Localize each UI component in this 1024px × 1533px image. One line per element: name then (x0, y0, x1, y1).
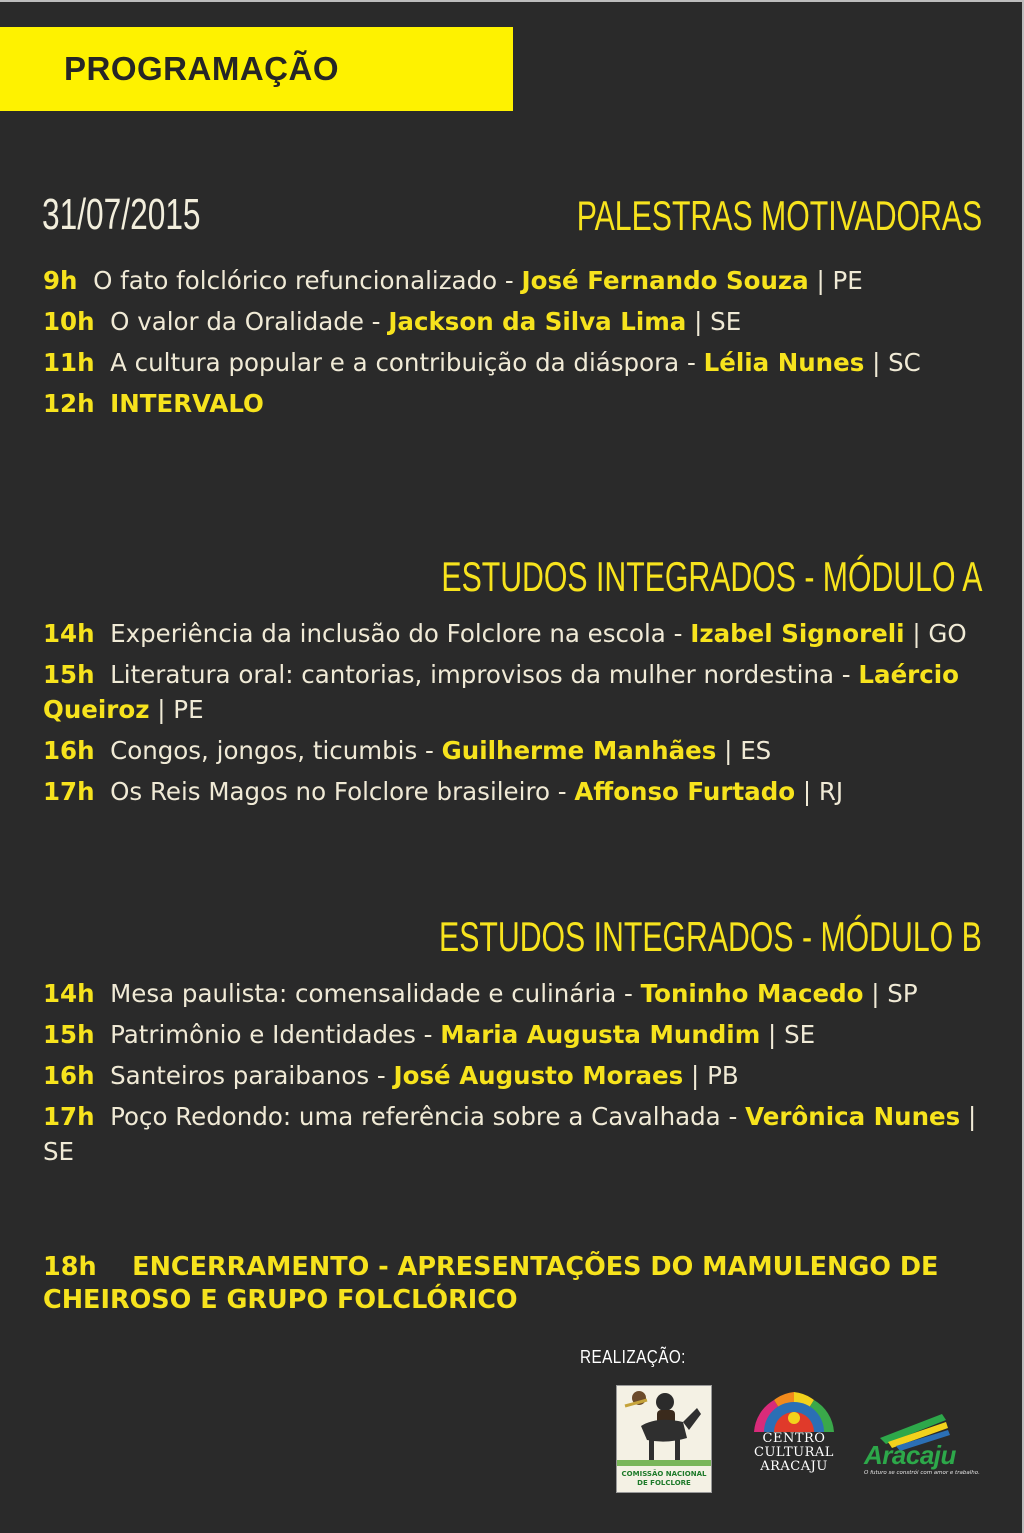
list-item: 14h Experiência da inclusão do Folclore na escola - Izabel Signoreli | GO (43, 619, 967, 648)
comissao-folclore-text: COMISSÃO NACIONAL DE FOLCLORE (621, 1470, 707, 1487)
list-item: 11h A cultura popular e a contribuição da diáspora - Lélia Nunes | SC (43, 348, 921, 377)
realizacao-label: REALIZAÇÃO: (580, 1347, 686, 1367)
section-list-modulo-a (43, 616, 983, 815)
section-list-modulo-b (43, 976, 983, 1175)
section-heading-modulo-a: ESTUDOS INTEGRADOS - MÓDULO A (440, 553, 982, 600)
list-item: 17h Poço Redondo: uma referência sobre a Cavalhada - Verônica Nunes | SE (43, 1102, 977, 1166)
section-heading-modulo-b: ESTUDOS INTEGRADOS - MÓDULO B (439, 913, 982, 960)
section-list-palestras (43, 263, 983, 427)
list-item: 16h Santeiros paraibanos - José Augusto Moraes | PB (43, 1061, 739, 1090)
closing-time: 18h (43, 1252, 97, 1282)
aracaju-tagline: O futuro se constrói com amor e trabalho. (864, 1470, 980, 1476)
horse-rider-icon (617, 1386, 711, 1466)
list-item: 15h Literatura oral: cantorias, improvisos da mulher nordestina - Laércio Queiroz | PE (43, 660, 960, 724)
centro-cultural-text: CENTRO CULTURAL ARACAJU (754, 1431, 834, 1474)
banner-title: PROGRAMAÇÃO (64, 50, 339, 87)
event-date: 31/07/2015 (42, 190, 201, 239)
list-item: 12h INTERVALO (43, 389, 264, 418)
closing-item (43, 1251, 983, 1317)
list-item: 16h Congos, jongos, ticumbis - Guilherme Manhães | ES (43, 736, 772, 765)
frame-top (0, 0, 1024, 2)
list-item: 17h Os Reis Magos no Folclore brasileiro - Affonso Furtado | RJ (43, 777, 844, 806)
list-item: 10h O valor da Oralidade - Jackson da Silva Lima | SE (43, 307, 742, 336)
list-item: 14h Mesa paulista: comensalidade e culinária - Toninho Macedo | SP (43, 979, 918, 1008)
aracaju-text: Aracaju (864, 1440, 956, 1470)
closing-text: ENCERRAMENTO - APRESENTAÇÕES DO MAMULENGO DE CHEIROSO E GRUPO FOLCLÓRICO (43, 1252, 939, 1315)
section-heading-palestras: PALESTRAS MOTIVADORAS (576, 192, 982, 239)
list-item: 15h Patrimônio e Identidades - Maria Augusta Mundim | SE (43, 1020, 816, 1049)
list-item: 9h O fato folclórico refuncionalizado - José Fernando Souza | PE (43, 266, 863, 295)
comissao-folclore-logo (616, 1385, 712, 1493)
